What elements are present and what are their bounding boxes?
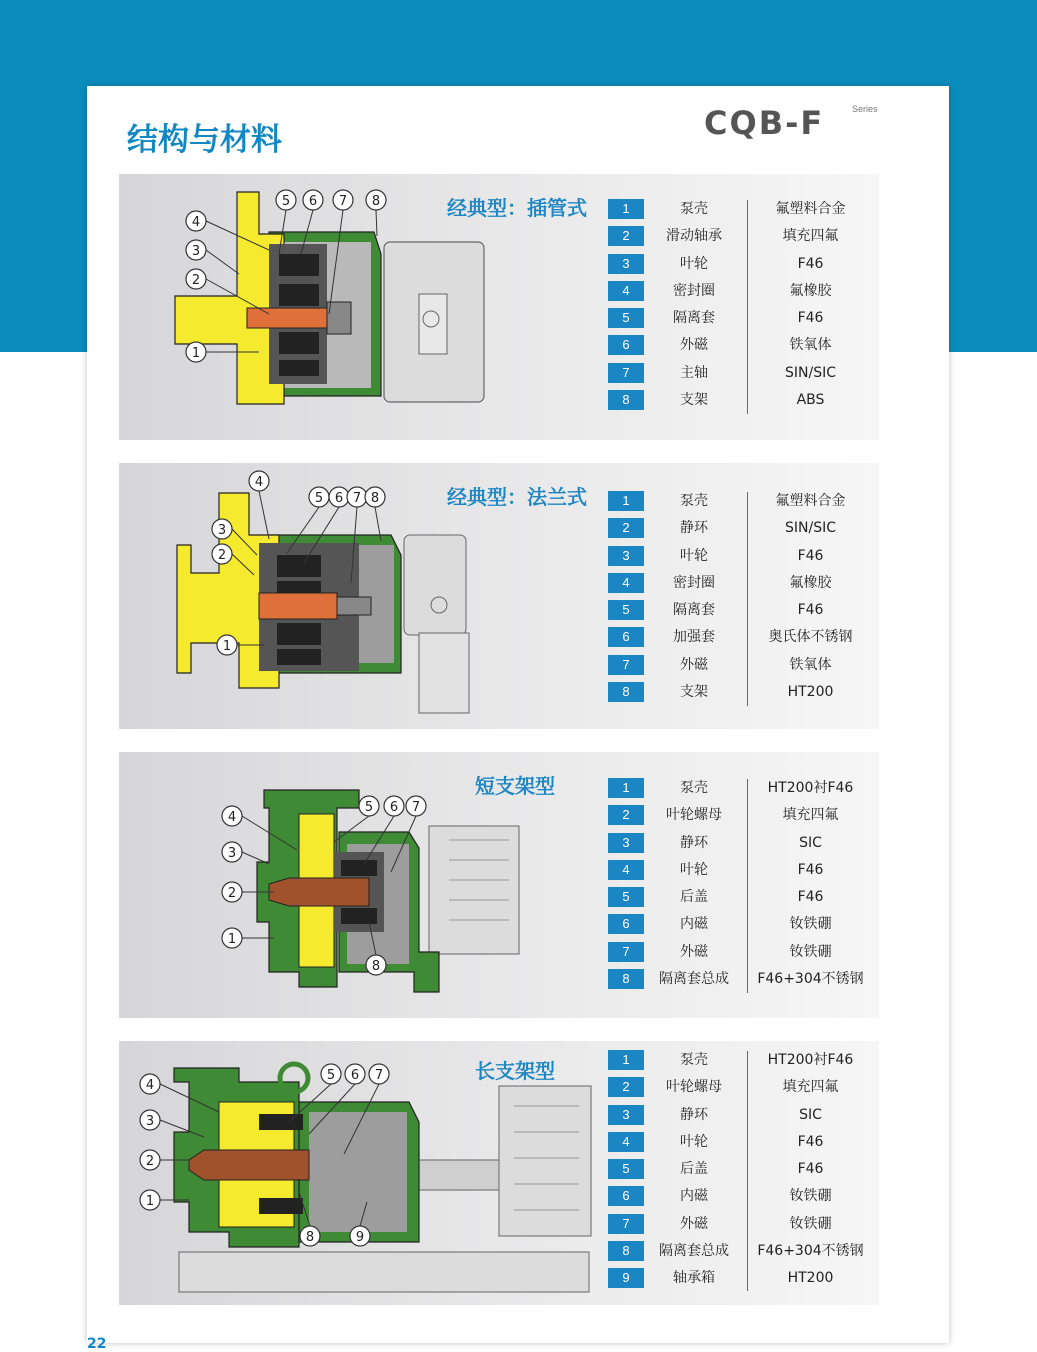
section-title-long-bracket: 长支架型 <box>475 1059 555 1083</box>
part-name: 隔离套总成 <box>659 971 729 988</box>
part-name: 支架 <box>680 684 708 701</box>
callout-7: 7 <box>411 800 421 815</box>
material-name: 填充四氟 <box>782 1079 839 1096</box>
callout-4: 4 <box>191 215 201 230</box>
callout-7: 7 <box>352 491 362 506</box>
material-name: F46 <box>797 889 824 906</box>
spec-table-short-bracket <box>608 775 878 993</box>
material-name: F46 <box>797 602 824 619</box>
table-row <box>608 488 878 515</box>
table-row <box>608 1265 878 1292</box>
table-row <box>608 939 878 966</box>
callout-5: 5 <box>314 491 324 506</box>
callout-3: 3 <box>145 1114 155 1129</box>
section-long-bracket <box>119 1041 879 1305</box>
table-row <box>608 570 878 597</box>
material-name: 氟橡胶 <box>789 282 832 299</box>
row-number-badge: 5 <box>608 1159 644 1179</box>
table-row <box>608 802 878 829</box>
row-number-badge: 1 <box>608 1050 644 1070</box>
callout-8: 8 <box>371 959 381 974</box>
row-number-badge: 4 <box>608 860 644 880</box>
callout-2: 2 <box>217 548 227 563</box>
part-name: 泵壳 <box>680 1052 708 1068</box>
row-number-badge: 4 <box>608 281 644 301</box>
material-name: 铁氧体 <box>789 656 832 673</box>
callout-9: 9 <box>355 1230 365 1245</box>
row-number-badge: 7 <box>608 942 644 962</box>
table-row <box>608 278 878 305</box>
table-row <box>608 1238 878 1265</box>
table-row <box>608 624 878 651</box>
part-name: 内磁 <box>680 1188 708 1205</box>
material-name: 铁氧体 <box>789 337 832 354</box>
row-number-badge: 5 <box>608 308 644 328</box>
row-number-badge: 3 <box>608 254 644 274</box>
row-number-badge: 3 <box>608 1105 644 1125</box>
series-label: Series <box>852 104 878 114</box>
row-number-badge: 5 <box>608 887 644 907</box>
part-name: 泵壳 <box>680 493 708 509</box>
callout-7: 7 <box>374 1068 384 1083</box>
row-number-badge: 5 <box>608 600 644 620</box>
table-row <box>608 387 878 414</box>
callout-5: 5 <box>326 1068 336 1083</box>
part-name: 隔离套 <box>673 310 715 327</box>
part-name: 密封圈 <box>673 574 715 591</box>
page-number: 22 <box>87 1336 107 1352</box>
part-name: 隔离套总成 <box>659 1243 729 1260</box>
material-name: F46 <box>797 255 824 272</box>
table-row <box>608 775 878 802</box>
callout-8: 8 <box>371 194 381 209</box>
table-row <box>608 966 878 993</box>
part-name: 外磁 <box>680 943 708 960</box>
row-number-badge: 1 <box>608 199 644 219</box>
part-name: 叶轮 <box>680 255 708 272</box>
material-name: SIC <box>799 1106 822 1123</box>
part-name: 后盖 <box>680 1161 708 1178</box>
table-row <box>608 1074 878 1101</box>
row-number-badge: 6 <box>608 914 644 934</box>
callout-3: 3 <box>217 523 227 538</box>
part-name: 叶轮螺母 <box>666 1079 722 1096</box>
catalog-page <box>87 86 949 1352</box>
material-name: 钕铁硼 <box>789 916 832 933</box>
callout-1: 1 <box>145 1194 155 1209</box>
table-row <box>608 360 878 387</box>
row-number-badge: 6 <box>608 1186 644 1206</box>
row-number-badge: 8 <box>608 1241 644 1261</box>
part-name: 叶轮螺母 <box>666 807 722 824</box>
row-number-badge: 8 <box>608 682 644 702</box>
row-number-badge: 7 <box>608 1214 644 1234</box>
material-name: 奥氏体不锈钢 <box>768 629 853 646</box>
material-name: F46 <box>797 310 824 327</box>
row-number-badge: 2 <box>608 518 644 538</box>
table-row <box>608 196 878 223</box>
callout-1: 1 <box>191 346 201 361</box>
material-name: F46+304不锈钢 <box>757 1243 864 1260</box>
table-row <box>608 1211 878 1238</box>
table-row <box>608 332 878 359</box>
callout-6: 6 <box>308 194 318 209</box>
table-row <box>608 830 878 857</box>
row-number-badge: 6 <box>608 335 644 355</box>
material-name: F46 <box>797 1161 824 1178</box>
part-name: 静环 <box>680 520 708 537</box>
material-name: F46 <box>797 861 824 878</box>
callout-4: 4 <box>254 475 264 490</box>
material-name: SIC <box>799 834 822 851</box>
part-name: 滑动轴承 <box>666 228 722 245</box>
row-number-badge: 8 <box>608 390 644 410</box>
table-row <box>608 1129 878 1156</box>
section-classic-flange <box>119 463 879 729</box>
row-number-badge: 4 <box>608 1132 644 1152</box>
spec-table-long-bracket <box>608 1047 878 1293</box>
material-name: ABS <box>796 392 825 409</box>
table-row <box>608 652 878 679</box>
page-title: 结构与材料 <box>127 122 282 158</box>
material-name: HT200 <box>787 684 834 701</box>
material-name: SIN/SIC <box>785 520 836 537</box>
row-number-badge: 7 <box>608 655 644 675</box>
callout-6: 6 <box>389 800 399 815</box>
table-row <box>608 597 878 624</box>
row-number-badge: 1 <box>608 778 644 798</box>
part-name: 外磁 <box>680 656 708 673</box>
row-number-badge: 2 <box>608 1077 644 1097</box>
spec-table-classic-flange <box>608 488 878 706</box>
callout-3: 3 <box>227 846 237 861</box>
material-name: 氟橡胶 <box>789 574 832 591</box>
brand-logo: CQB-F <box>704 104 825 142</box>
row-number-badge: 6 <box>608 627 644 647</box>
callout-4: 4 <box>145 1078 155 1093</box>
material-name: HT200衬F46 <box>767 1052 854 1068</box>
callout-5: 5 <box>364 800 374 815</box>
callout-3: 3 <box>191 244 201 259</box>
row-number-badge: 1 <box>608 491 644 511</box>
callout-6: 6 <box>334 491 344 506</box>
table-row <box>608 911 878 938</box>
part-name: 支架 <box>680 392 708 409</box>
part-name: 轴承箱 <box>673 1270 715 1287</box>
callout-8: 8 <box>305 1230 315 1245</box>
row-number-badge: 2 <box>608 805 644 825</box>
callout-1: 1 <box>222 639 232 654</box>
row-number-badge: 3 <box>608 833 644 853</box>
material-name: F46+304不锈钢 <box>757 971 864 988</box>
material-name: 填充四氟 <box>782 228 839 245</box>
part-name: 主轴 <box>680 364 708 381</box>
part-name: 叶轮 <box>680 547 708 564</box>
material-name: 钕铁硼 <box>789 1188 832 1205</box>
part-name: 叶轮 <box>680 1133 708 1150</box>
row-number-badge: 7 <box>608 363 644 383</box>
table-row <box>608 857 878 884</box>
part-name: 隔离套 <box>673 602 715 619</box>
material-name: 氟塑料合金 <box>775 493 846 509</box>
row-number-badge: 3 <box>608 546 644 566</box>
table-row <box>608 1156 878 1183</box>
material-name: F46 <box>797 547 824 564</box>
row-number-badge: 4 <box>608 573 644 593</box>
callout-4: 4 <box>227 810 237 825</box>
section-title-short-bracket: 短支架型 <box>475 774 555 798</box>
part-name: 外磁 <box>680 1215 708 1232</box>
table-row <box>608 1183 878 1210</box>
section-classic-insert <box>119 174 879 440</box>
material-name: HT200衬F46 <box>767 780 854 796</box>
row-number-badge: 9 <box>608 1268 644 1288</box>
row-number-badge: 2 <box>608 226 644 246</box>
part-name: 密封圈 <box>673 282 715 299</box>
part-name: 加强套 <box>673 629 715 646</box>
material-name: 氟塑料合金 <box>775 201 846 217</box>
callout-2: 2 <box>145 1154 155 1169</box>
table-row <box>608 884 878 911</box>
material-name: 钕铁硼 <box>789 1215 832 1232</box>
material-name: HT200 <box>787 1270 834 1287</box>
material-name: 钕铁硼 <box>789 943 832 960</box>
table-row <box>608 1102 878 1129</box>
part-name: 外磁 <box>680 337 708 354</box>
callout-6: 6 <box>350 1068 360 1083</box>
part-name: 泵壳 <box>680 201 708 217</box>
section-short-bracket <box>119 752 879 1018</box>
section-title-classic-flange: 经典型：法兰式 <box>447 485 587 509</box>
spec-table-classic-insert <box>608 196 878 414</box>
table-row <box>608 223 878 250</box>
part-name: 内磁 <box>680 916 708 933</box>
material-name: F46 <box>797 1133 824 1150</box>
material-name: SIN/SIC <box>785 364 836 381</box>
table-row <box>608 515 878 542</box>
callout-2: 2 <box>227 886 237 901</box>
part-name: 静环 <box>680 1106 708 1123</box>
material-name: 填充四氟 <box>782 807 839 824</box>
callout-8: 8 <box>370 491 380 506</box>
callout-5: 5 <box>281 194 291 209</box>
row-number-badge: 8 <box>608 969 644 989</box>
table-row <box>608 251 878 278</box>
section-title-classic-insert: 经典型：插管式 <box>447 196 587 220</box>
table-row <box>608 305 878 332</box>
callout-1: 1 <box>227 932 237 947</box>
part-name: 静环 <box>680 834 708 851</box>
table-row <box>608 1047 878 1074</box>
part-name: 叶轮 <box>680 861 708 878</box>
part-name: 泵壳 <box>680 780 708 796</box>
table-row <box>608 543 878 570</box>
table-row <box>608 679 878 706</box>
callout-2: 2 <box>191 273 201 288</box>
callout-7: 7 <box>338 194 348 209</box>
part-name: 后盖 <box>680 889 708 906</box>
